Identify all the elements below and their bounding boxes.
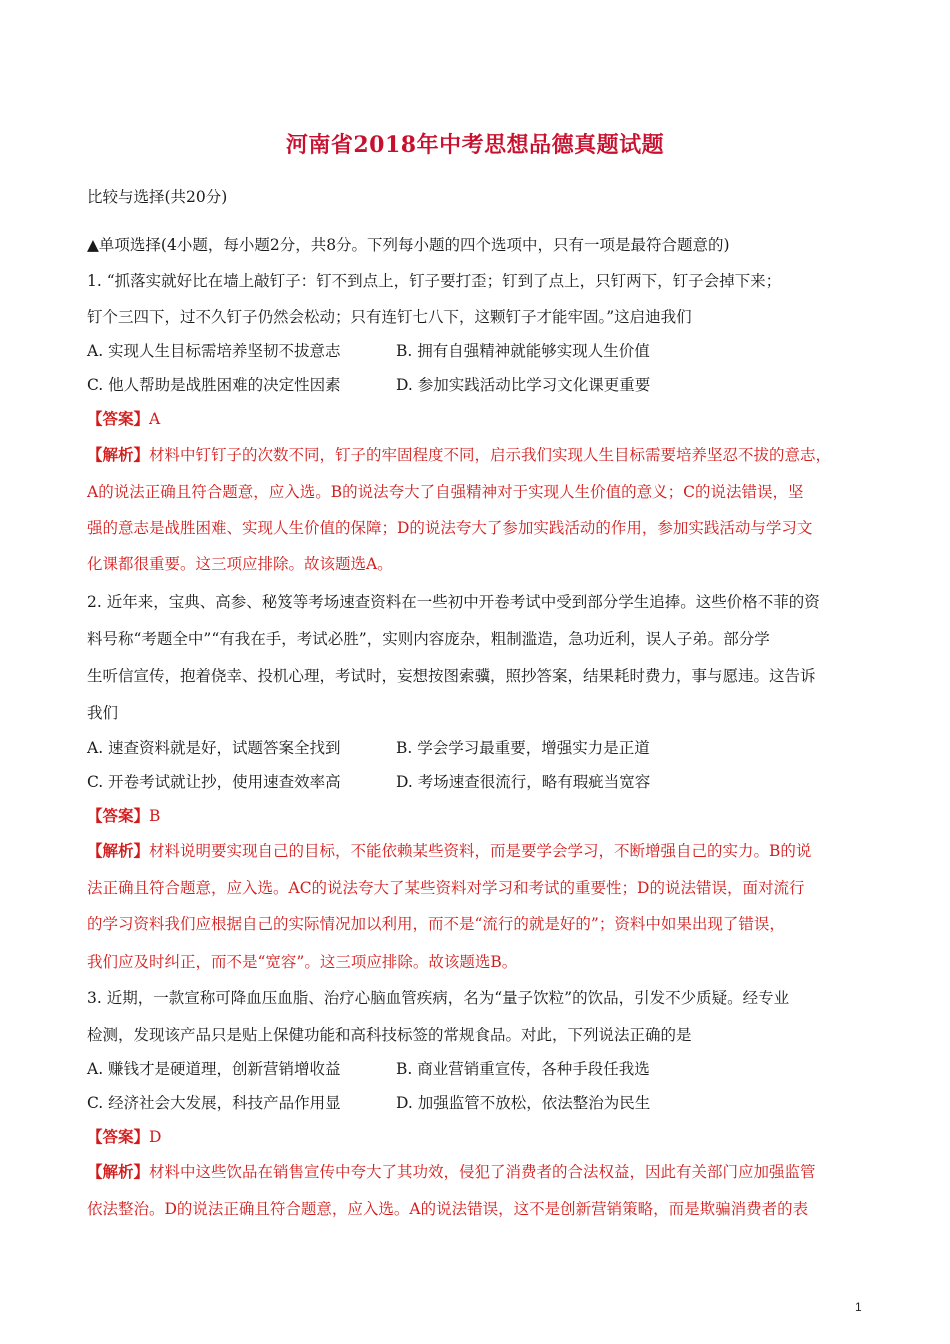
question-1-option-c: C. 他人帮助是战胜困难的决定性因素 [87,376,341,394]
question-1-analysis-line-2: A的说法正确且符合题意，应入选。B的说法夸大了自强精神对于实现人生价值的意义；C的说法错误，坚 [87,483,804,501]
question-2-analysis-line-3: 的学习资料我们应根据自己的实际情况加以利用，而不是“流行的就是好的”；资料中如果出现了错误， [87,915,785,933]
question-2-option-b: B. 学会学习最重要，增强实力是正道 [396,739,650,757]
section-heading: 比较与选择(共20分) [87,188,228,206]
instruction-text: ▲单项选择(4小题，每小题2分，共8分。下列每小题的四个选项中，只有一项是最符合题意的) [87,236,730,254]
question-1-line-2: 钉个三四下，过不久钉子仍然会松动；只有连钉七八下，这颗钉子才能牢固。”这启迪我们 [87,308,692,326]
question-3-line-2: 检测，发现该产品只是贴上保健功能和高科技标签的常规食品。对此，下列说法正确的是 [87,1026,692,1044]
question-1-option-b: B. 拥有自强精神就能够实现人生价值 [396,342,650,360]
question-2-answer: 【答案】B [87,806,161,825]
question-1-line-1: 1. “抓落实就好比在墙上敲钉子：钉不到点上，钉子要打歪；钉到了点上，只钉两下，钉子会掉下来； [87,272,782,290]
page-number: 1 [855,1300,862,1314]
question-3-analysis-line-2: 依法整治。D的说法正确且符合题意，应入选。A的说法错误，这不是创新营销策略，而是欺骗消费者的表 [87,1200,809,1218]
question-2-option-d: D. 考场速查很流行，略有瑕疵当宽容 [396,773,651,791]
question-1-answer: 【答案】A [87,409,161,428]
question-3-option-b: B. 商业营销重宣传，各种手段任我选 [396,1060,650,1078]
question-2-option-c: C. 开卷考试就让抄，使用速查效率高 [87,773,341,791]
question-3-option-a: A. 赚钱才是硬道理，创新营销增收益 [87,1060,341,1078]
question-1-analysis-line-1: 【解析】材料中钉钉子的次数不同，钉子的牢固程度不同，启示我们实现人生目标需要培养坚忍不拔的意志， [87,445,832,464]
question-2-option-a: A. 速查资料就是好，试题答案全找到 [87,739,341,757]
question-3-option-c: C. 经济社会大发展，科技产品作用显 [87,1094,341,1112]
question-2-line-1: 2. 近年来，宝典、高参、秘笈等考场速查资料在一些初中开卷考试中受到部分学生追捧。这些价格不菲的资 [87,593,820,611]
question-1-option-d: D. 参加实践活动比学习文化课更重要 [396,376,651,394]
question-2-line-2: 料号称“考题全中”“有我在手，考试必胜”，实则内容庞杂，粗制滥造，急功近利，误人子弟。部分学 [87,630,770,648]
question-3-answer: 【答案】D [87,1127,162,1146]
question-3-line-1: 3. 近期，一款宣称可降血压血脂、治疗心脑血管疾病，名为“量子饮粒”的饮品，引发不少质疑。经专业 [87,989,790,1007]
question-2-line-4: 我们 [87,704,119,722]
question-1-analysis-line-3: 强的意志是战胜困难、实现人生价值的保障；D的说法夸大了参加实践活动的作用，参加实践活动与学习文 [87,519,813,537]
question-2-analysis-line-4: 我们应及时纠正，而不是“宽容”。这三项应排除。故该题选B。 [87,953,518,971]
question-1-analysis-line-4: 化课都很重要。这三项应排除。故该题选A。 [87,555,393,573]
question-2-analysis-line-2: 法正确且符合题意，应入选。AC的说法夸大了某些资料对学习和考试的重要性；D的说法错误，面对流行 [87,879,805,897]
question-3-analysis-line-1: 【解析】材料中这些饮品在销售宣传中夸大了其功效，侵犯了消费者的合法权益，因此有关部门应加强监管 [87,1162,816,1181]
question-3-option-d: D. 加强监管不放松，依法整治为民生 [396,1094,651,1112]
question-2-analysis-line-1: 【解析】材料说明要实现自己的目标，不能依赖某些资料，而是要学会学习，不断增强自己的实力。B的说 [87,841,812,860]
question-1-option-a: A. 实现人生目标需培养坚韧不拔意志 [87,342,341,360]
question-2-line-3: 生听信宣传，抱着侥幸、投机心理，考试时，妄想按图索骥，照抄答案，结果耗时费力，事与愿违。这告诉 [87,667,816,685]
page-title: 河南省2018年中考思想品德真题试题 [285,132,665,158]
